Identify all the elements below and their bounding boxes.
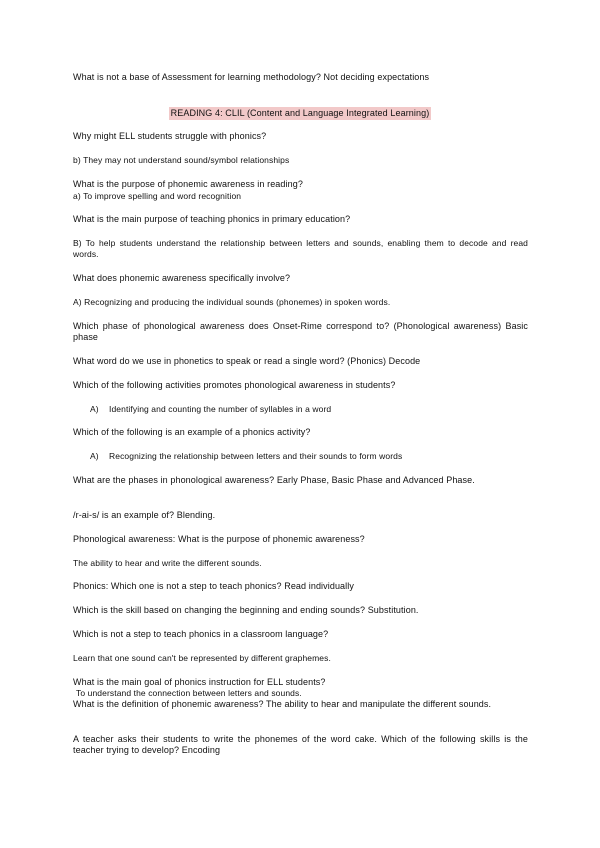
question-3: What is the main purpose of teaching phonics in primary education? xyxy=(73,214,351,224)
intro-line: What is not a base of Assessment for learning methodology? Not deciding expectations xyxy=(73,72,430,82)
answer-3: B) To help students understand the relationship between letters and sounds, enabling them to decode and read words. xyxy=(73,238,528,259)
question-13: Which is the skill based on changing the beginning and ending sounds? Substitution. xyxy=(73,605,419,615)
question-11: Phonological awareness: What is the purpose of phonemic awareness? xyxy=(73,534,365,544)
question-10: /r-ai-s/ is an example of? Blending. xyxy=(73,510,216,520)
answer-11: The ability to hear and write the different sounds. xyxy=(73,558,262,568)
answer-7-marker: A) xyxy=(90,404,99,414)
question-12: Phonics: Which one is not a step to teach phonics? Read individually xyxy=(73,581,354,591)
answer-8-marker: A) xyxy=(90,451,99,461)
answer-8-text: Recognizing the relationship between letters and their sounds to form words xyxy=(109,451,403,461)
answer-2: a) To improve spelling and word recognition xyxy=(73,191,242,201)
question-9: What are the phases in phonological awareness? Early Phase, Basic Phase and Advanced Phase. xyxy=(73,475,475,485)
answer-1: b) They may not understand sound/symbol relationships xyxy=(73,155,290,165)
section-heading: READING 4: CLIL (Content and Language Integrated Learning) xyxy=(170,108,430,118)
question-1: Why might ELL students struggle with phonics? xyxy=(73,131,267,141)
question-8: Which of the following is an example of a phonics activity? xyxy=(73,427,311,437)
answer-7 xyxy=(90,404,331,415)
answer-4: A) Recognizing and producing the individual sounds (phonemes) in spoken words. xyxy=(73,297,391,307)
section-heading-wrap xyxy=(0,107,600,120)
question-7: Which of the following activities promotes phonological awareness in students? xyxy=(73,380,396,390)
question-4: What does phonemic awareness specifically involve? xyxy=(73,273,291,283)
question-6: What word do we use in phonetics to speak or read a single word? (Phonics) Decode xyxy=(73,356,421,366)
question-17: A teacher asks their students to write the phonemes of the word cake. Which of the following skills is the teacher trying to develop? Encoding xyxy=(73,734,528,755)
question-16: What is the definition of phonemic awareness? The ability to hear and manipulate the different sounds. xyxy=(73,699,492,709)
question-15: What is the main goal of phonics instruction for ELL students? xyxy=(73,677,326,687)
answer-7-text: Identifying and counting the number of syllables in a word xyxy=(109,404,332,414)
question-5: Which phase of phonological awareness does Onset-Rime correspond to? (Phonological awareness) Basic phase xyxy=(73,321,528,342)
question-2: What is the purpose of phonemic awareness in reading? xyxy=(73,179,303,189)
answer-14: Learn that one sound can't be represented by different graphemes. xyxy=(73,653,331,663)
answer-15: To understand the connection between letters and sounds. xyxy=(76,688,302,698)
answer-8 xyxy=(90,451,402,462)
question-14: Which is not a step to teach phonics in a classroom language? xyxy=(73,629,329,639)
